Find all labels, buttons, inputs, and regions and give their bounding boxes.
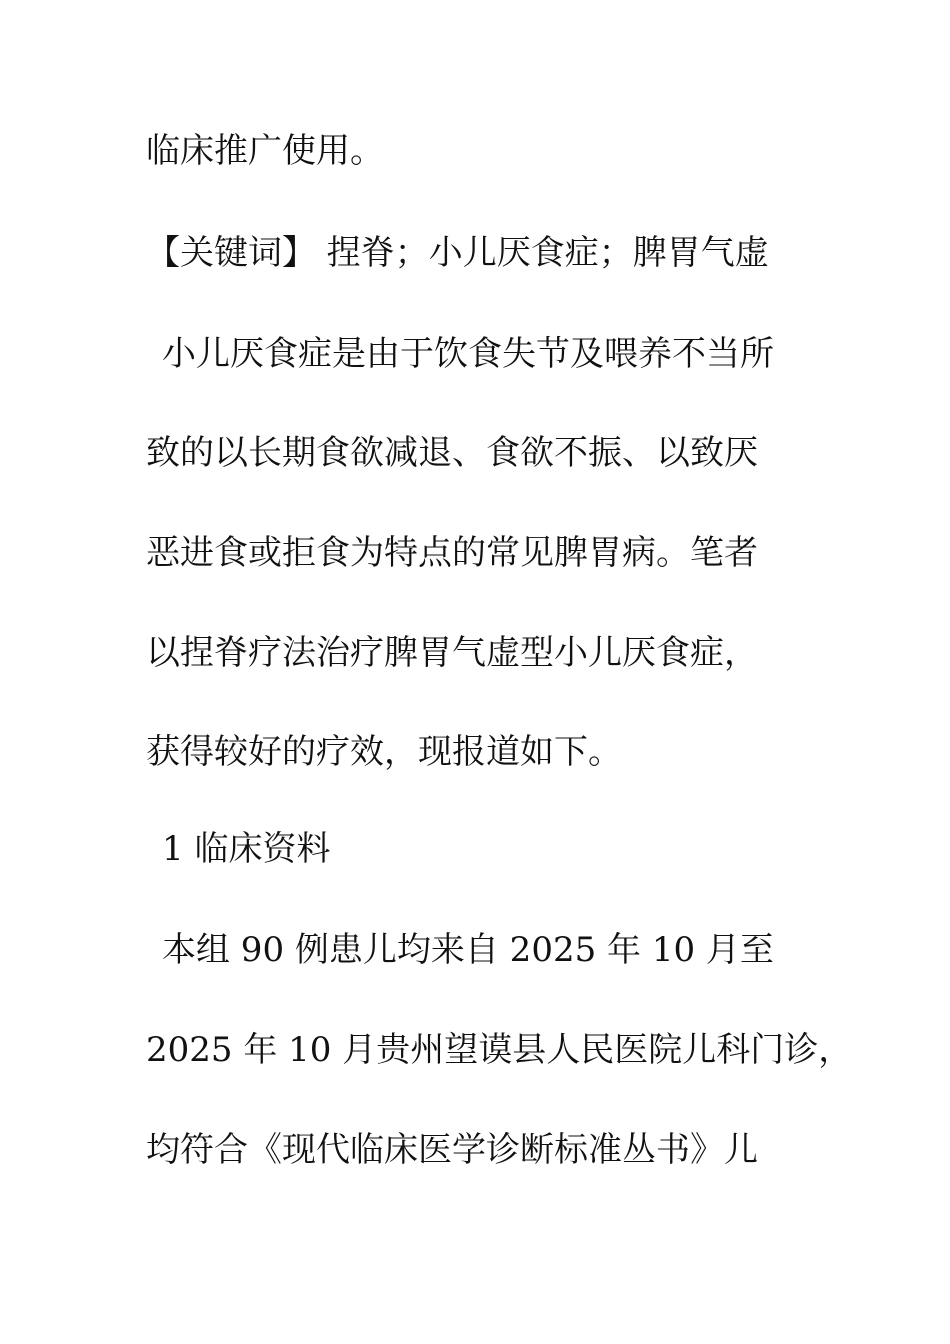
text-line-4: 致的以长期食欲减退、食欲不振、以致厌 <box>146 433 758 473</box>
text-line-10: 2025 年 10 月贵州望谟县人民医院儿科门诊， <box>146 1030 853 1070</box>
section-heading: 1 临床资料 <box>162 829 331 869</box>
text-line-3: 小儿厌食症是由于饮食失节及喂养不当所 <box>162 334 774 374</box>
text-line-11: 均符合《现代临床医学诊断标准丛书》儿 <box>146 1130 758 1170</box>
text-line-1: 临床推广使用。 <box>146 131 384 171</box>
text-line-6: 以捏脊疗法治疗脾胃气虚型小儿厌食症， <box>146 633 758 673</box>
text-line-7: 获得较好的疗效，现报道如下。 <box>146 732 622 772</box>
text-line-5: 恶进食或拒食为特点的常见脾胃病。笔者 <box>146 533 758 573</box>
keywords-line: 【关键词】 捏脊；小儿厌食症；脾胃气虚 <box>146 233 769 273</box>
text-line-9: 本组 90 例患儿均来自 2025 年 10 月至 <box>162 930 774 970</box>
